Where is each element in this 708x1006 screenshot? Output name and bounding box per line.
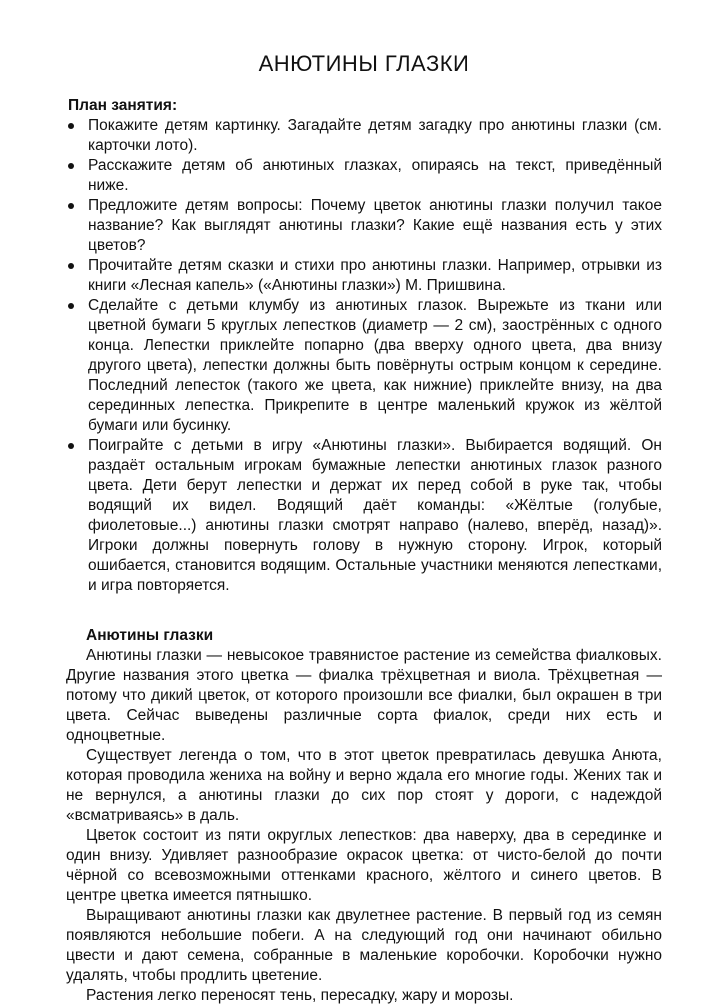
plan-item [66,116,662,156]
plan-item [66,156,662,196]
paragraph: Цветок состоит из пяти округлых лепестков: два наверху, два в серединке и один внизу. Удивляет разнообразие окрасок цветка: от чисто-белой до почти чёрной со всевозможными оттенками красного, жёлтого и синего цветов. В центре цветка имеется пятнышко. [66,827,662,904]
plan-item [66,436,662,596]
bullet-icon [68,203,74,209]
bullet-icon [68,163,74,169]
plan-heading: План занятия: [68,97,178,114]
plan-item [66,256,662,296]
bullet-icon [68,303,74,309]
plan-item-text: Поиграйте с детьми в игру «Анютины глазки». Выбирается водящий. Он раздаёт остальным игрокам бумажные лепестки анютиных глазок разного цвета. Дети берут лепестки и держат их перед собой в руке так, чтобы водящий их видел. Водящий даёт команды: «Жёлтые (голубые, фиолетовые...) анютины глазки смотрят направо (налево, вперёд, назад)». Игроки должны повернуть голову в нужную сторону. Игрок, который ошибается, становится водящим. Остальные участники меняются лепестками, и игра повторяется. [88,437,662,594]
bullet-icon [68,443,74,449]
paragraph: Растения легко переносят тень, пересадку, жару и морозы. [86,987,514,1004]
paragraph: Анютины глазки — невысокое травянистое растение из семейства фиалковых. Другие названия этого цветка — фиалка трёхцветная и виола. Трёхцветная — потому что дикий цветок, от которого произошли все фиалки, был окрашен в три цвета. Сейчас выведены различные сорта фиалок, среди них есть и одноцветные. [66,647,662,744]
plan-item-text: Прочитайте детям сказки и стихи про анютины глазки. Например, отрывки из книги «Лесная капель» («Анютины глазки») М. Пришвина. [88,257,662,294]
section-heading: Анютины глазки [86,627,214,644]
plan-item [66,296,662,436]
plan-item-text: Расскажите детям об анютиных глазках, опираясь на текст, приведённый ниже. [88,157,662,194]
page-title: АНЮТИНЫ ГЛАЗКИ [258,51,470,76]
bullet-icon [68,123,74,129]
plan-item-text: Сделайте с детьми клумбу из анютиных глазок. Вырежьте из ткани или цветной бумаги 5 круглых лепестков (диаметр — 2 см), заострённых с одного конца. Лепестки приклейте попарно (два вверху одного цвета, два внизу другого цвета), лепестки должны быть повёрнуты острым концом к середине. Последний лепесток (такого же цвета, как нижние) приклейте внизу, на два серединных лепестка. Прикрепите в центре маленький кружок из жёлтой бумаги или бусинку. [88,297,662,434]
plan-item-text: Покажите детям картинку. Загадайте детям загадку про анютины глазки (см. карточки лото). [88,117,662,154]
plan-item-text: Предложите детям вопросы: Почему цветок анютины глазки получил такое название? Как выглядят анютины глазки? Какие ещё названия есть у этих цветов? [88,197,662,254]
bullet-icon [68,263,74,269]
paragraph: Существует легенда о том, что в этот цветок превратилась девушка Анюта, которая проводила жениха на войну и верно ждала его многие годы. Жених так и не вернулся, а анютины глазки до сих пор стоят у дороги, с надеждой «всматриваясь» в даль. [66,747,662,824]
paragraph: Выращивают анютины глазки как двулетнее растение. В первый год из семян появляются небольшие побеги. А на следующий год они начинают обильно цвести и дают семена, собранные в маленькие коробочки. Коробочки нужно удалять, чтобы продлить цветение. [66,907,662,984]
plan-list [66,116,662,596]
plan-item [66,196,662,256]
